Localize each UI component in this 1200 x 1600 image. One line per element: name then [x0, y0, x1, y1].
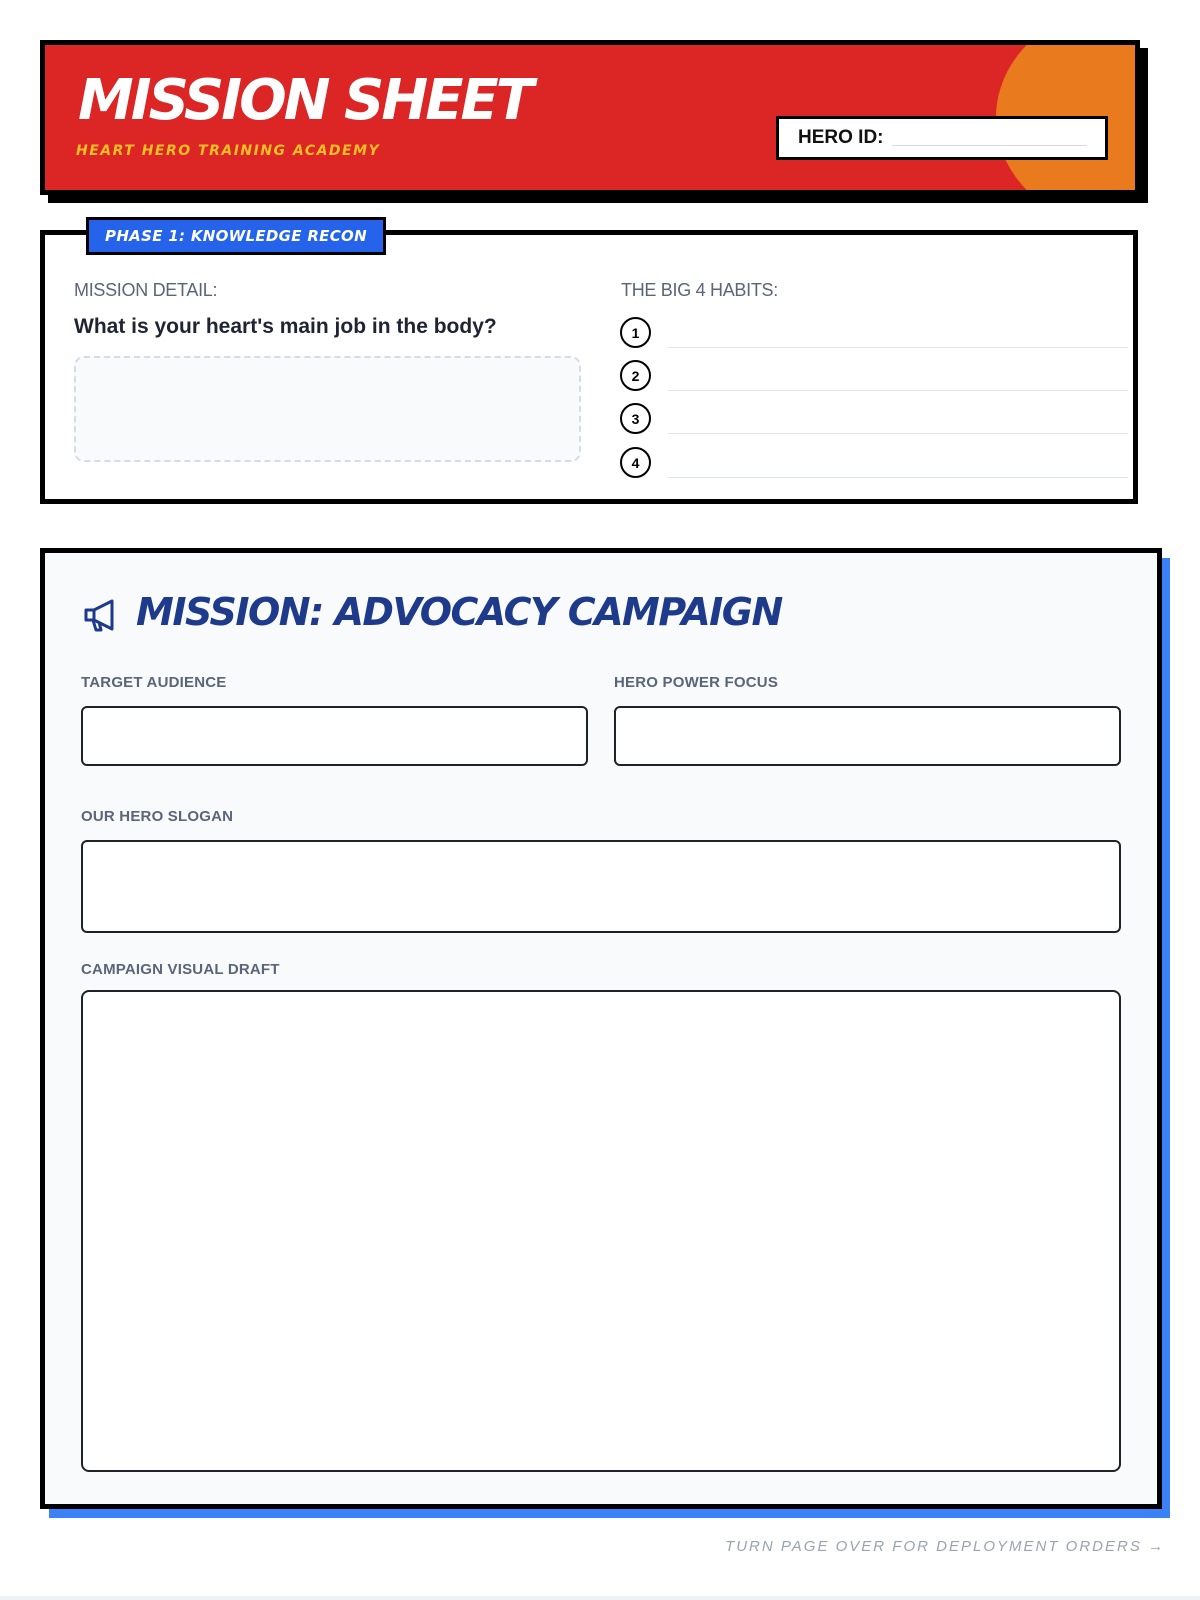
habits-label: THE BIG 4 HABITS: — [621, 280, 778, 300]
mission-answer-box[interactable] — [74, 356, 581, 462]
campaign-title: MISSION: ADVOCACY CAMPAIGN — [136, 590, 782, 634]
phase1-tag: PHASE 1: KNOWLEDGE RECON — [86, 217, 386, 255]
page-subtitle: HEART HERO TRAINING ACADEMY — [76, 143, 381, 159]
habit-number-badge: 2 — [620, 360, 651, 391]
page-bottom-strip — [0, 1596, 1200, 1600]
habit-item — [620, 317, 1128, 353]
habit-number-badge: 3 — [620, 403, 651, 434]
habit-number-badge: 4 — [620, 447, 651, 478]
habit-input-line[interactable] — [668, 347, 1128, 348]
megaphone-icon — [82, 596, 120, 634]
habit-item — [620, 447, 1128, 483]
habit-item — [620, 403, 1128, 439]
target-audience-input[interactable] — [81, 706, 588, 766]
target-audience-label: TARGET AUDIENCE — [81, 674, 227, 691]
habit-input-line[interactable] — [668, 433, 1128, 434]
header-banner — [40, 40, 1140, 195]
footer-note: TURN PAGE OVER FOR DEPLOYMENT ORDERS → — [725, 1538, 1165, 1555]
habit-input-line[interactable] — [668, 477, 1128, 478]
mission-detail-label: MISSION DETAIL: — [74, 280, 218, 300]
visual-draft-label: CAMPAIGN VISUAL DRAFT — [81, 961, 280, 978]
visual-draft-area[interactable] — [81, 990, 1121, 1472]
slogan-input[interactable] — [81, 840, 1121, 933]
hero-id-field[interactable] — [776, 116, 1108, 160]
hero-power-focus-input[interactable] — [614, 706, 1121, 766]
mission-question: What is your heart's main job in the body? — [74, 315, 497, 338]
header-panel — [40, 40, 1140, 195]
hero-power-focus-label: HERO POWER FOCUS — [614, 674, 779, 691]
slogan-label: OUR HERO SLOGAN — [81, 808, 234, 825]
hero-id-input-line[interactable] — [892, 145, 1088, 146]
habit-input-line[interactable] — [668, 390, 1128, 391]
habit-item — [620, 360, 1128, 396]
habit-number-badge: 1 — [620, 317, 651, 348]
page-title: MISSION SHEET — [78, 68, 531, 133]
hero-id-label: HERO ID: — [798, 127, 884, 148]
